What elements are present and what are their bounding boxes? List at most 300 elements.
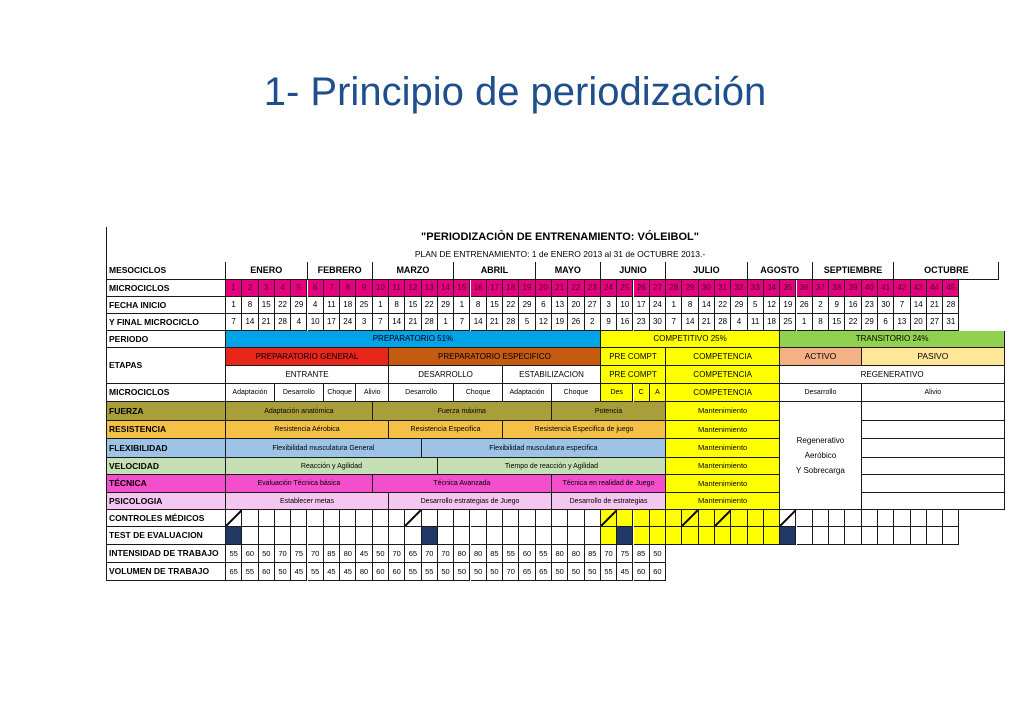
micro-number: 19 (519, 280, 535, 297)
fecha-final: 21 (405, 314, 421, 331)
intensidad-value: 80 (471, 545, 487, 563)
volumen-value: 55 (242, 563, 258, 581)
fecha-final: 25 (780, 314, 796, 331)
etapa-activo: ACTIVO (780, 348, 862, 366)
micro-type-c: C (634, 384, 650, 402)
test-evaluacion-cell (324, 527, 340, 545)
month-header: OCTUBRE (894, 262, 999, 280)
row-label-psicologia: PSICOLOGIA (107, 493, 226, 510)
test-evaluacion-cell (617, 527, 633, 545)
test-evaluacion-cell (356, 527, 372, 545)
etapa-competencia: COMPETENCIA (666, 348, 780, 366)
fecha-final: 16 (617, 314, 633, 331)
intensidad-value: 70 (422, 545, 438, 563)
fecha-final: 28 (715, 314, 731, 331)
fecha-inicio: 6 (536, 297, 552, 314)
test-evaluacion-cell (552, 527, 568, 545)
fecha-inicio: 25 (356, 297, 372, 314)
intensidad-value: 70 (275, 545, 291, 563)
month-header: MARZO (373, 262, 455, 280)
month-header: ENERO (226, 262, 308, 280)
test-evaluacion-cell (340, 527, 356, 545)
month-header: JULIO (666, 262, 748, 280)
micro-number: 36 (797, 280, 813, 297)
fecha-inicio: 29 (731, 297, 747, 314)
fecha-inicio: 22 (275, 297, 291, 314)
fecha-final: 11 (748, 314, 764, 331)
fuerza-block: Adaptación anatómica (226, 402, 373, 421)
volumen-value: 50 (552, 563, 568, 581)
fecha-final: 28 (503, 314, 519, 331)
fecha-inicio: 16 (845, 297, 861, 314)
row-label-fecha_final: Y FINAL MICROCICLO (107, 314, 226, 331)
micro-number: 3 (259, 280, 275, 297)
volumen-value: 60 (259, 563, 275, 581)
micro-type: Desarrollo (780, 384, 862, 402)
test-evaluacion-cell (487, 527, 503, 545)
control-medico-cell (617, 510, 633, 527)
micro-number: 21 (552, 280, 568, 297)
fecha-inicio: 22 (503, 297, 519, 314)
control-medico-cell (780, 510, 796, 527)
micro-type: Adaptación (226, 384, 275, 402)
micro-number: 40 (862, 280, 878, 297)
etapa-estabilizacion: ESTABILIZACION (503, 366, 601, 384)
test-evaluacion-cell (878, 527, 894, 545)
tecnica-block: Técnica en realidad de Juego (552, 475, 666, 493)
check-mark-icon (715, 510, 732, 527)
intensidad-value: 70 (438, 545, 454, 563)
month-header: SEPTIEMBRE (813, 262, 895, 280)
fecha-inicio: 23 (862, 297, 878, 314)
psicologia-block: Desarrollo estrategias de Juego (389, 493, 552, 510)
fecha-final: 20 (911, 314, 927, 331)
flexibilidad-block: Flexibilidad musculatura especifica (422, 439, 667, 458)
fecha-inicio: 11 (324, 297, 340, 314)
fecha-inicio: 29 (519, 297, 535, 314)
flexibilidad-mantenimiento: Mantenimiento (666, 439, 780, 458)
test-evaluacion-cell (862, 527, 878, 545)
fecha-final: 14 (242, 314, 258, 331)
test-evaluacion-cell (291, 527, 307, 545)
volumen-value: 55 (601, 563, 617, 581)
periodo-transitorio: TRANSITORIO 24% (780, 331, 1005, 348)
empty-cell (862, 439, 1005, 458)
fecha-final: 21 (259, 314, 275, 331)
plan-dates: PLAN DE ENTRENAMIENTO: 1 de ENERO 2013 al 31 de OCTUBRE 2013.- (414, 249, 706, 259)
test-evaluacion-cell (503, 527, 519, 545)
control-medico-cell (536, 510, 552, 527)
fecha-inicio: 1 (226, 297, 242, 314)
micro-number: 27 (650, 280, 666, 297)
fecha-inicio: 12 (764, 297, 780, 314)
check-mark-icon (405, 510, 422, 527)
control-medico-cell (829, 510, 845, 527)
fecha-inicio: 14 (699, 297, 715, 314)
resistencia-mantenimiento: Mantenimiento (666, 421, 780, 439)
micro-number: 14 (438, 280, 454, 297)
volumen-value: 70 (503, 563, 519, 581)
fecha-final: 5 (519, 314, 535, 331)
test-evaluacion-cell (454, 527, 470, 545)
test-evaluacion-cell (650, 527, 666, 545)
fecha-inicio: 10 (617, 297, 633, 314)
control-medico-cell (585, 510, 601, 527)
control-medico-cell (797, 510, 813, 527)
test-evaluacion-cell (829, 527, 845, 545)
row-label-velocidad: VELOCIDAD (107, 458, 226, 475)
test-evaluacion-cell (845, 527, 861, 545)
intensidad-value: 80 (340, 545, 356, 563)
control-medico-cell (291, 510, 307, 527)
fecha-final: 18 (764, 314, 780, 331)
volumen-value: 60 (634, 563, 650, 581)
fecha-inicio: 19 (780, 297, 796, 314)
psicologia-block: Desarrollo de estrategias (552, 493, 666, 510)
test-evaluacion-cell (405, 527, 421, 545)
slide-title: 1- Principio de periodización (263, 70, 767, 114)
test-evaluacion-cell (813, 527, 829, 545)
fecha-final: 10 (308, 314, 324, 331)
fecha-final: 19 (552, 314, 568, 331)
control-medico-cell (764, 510, 780, 527)
row-label-fuerza: FUERZA (107, 402, 226, 421)
intensidad-value: 85 (324, 545, 340, 563)
micro-number: 28 (666, 280, 682, 297)
row-label-tecnica: TÉCNICA (107, 475, 226, 493)
micro-number: 26 (634, 280, 650, 297)
control-medico-cell (650, 510, 666, 527)
control-medico-cell (813, 510, 829, 527)
test-evaluacion-cell (226, 527, 242, 545)
test-evaluacion-cell (585, 527, 601, 545)
micro-number: 16 (471, 280, 487, 297)
test-evaluacion-cell (927, 527, 943, 545)
intensidad-value: 85 (487, 545, 503, 563)
volumen-value: 50 (471, 563, 487, 581)
volumen-value: 60 (389, 563, 405, 581)
fecha-final: 2 (585, 314, 601, 331)
test-evaluacion-cell (422, 527, 438, 545)
etapa-pre-compt: PRE COMPT (601, 348, 666, 366)
test-evaluacion-cell (568, 527, 584, 545)
micro-number: 44 (927, 280, 943, 297)
intensidad-value: 55 (226, 545, 242, 563)
fecha-final: 6 (878, 314, 894, 331)
control-medico-cell (666, 510, 682, 527)
volumen-value: 50 (487, 563, 503, 581)
fecha-inicio: 28 (943, 297, 959, 314)
micro-number: 6 (308, 280, 324, 297)
intensidad-value: 80 (568, 545, 584, 563)
fecha-inicio: 20 (568, 297, 584, 314)
micro-number: 45 (943, 280, 959, 297)
control-medico-cell (503, 510, 519, 527)
fecha-final: 31 (943, 314, 959, 331)
fecha-inicio: 13 (552, 297, 568, 314)
fecha-final: 14 (471, 314, 487, 331)
control-medico-cell (487, 510, 503, 527)
micro-number: 29 (682, 280, 698, 297)
fecha-inicio: 3 (601, 297, 617, 314)
control-medico-cell (943, 510, 959, 527)
month-header: MAYO (536, 262, 601, 280)
micro-type: Choque (552, 384, 601, 402)
control-medico-cell (878, 510, 894, 527)
fecha-final: 4 (291, 314, 307, 331)
etapa-preparatorio-especifico: PREPARATORIO ESPECIFICO (389, 348, 601, 366)
check-mark-icon (682, 510, 699, 527)
fecha-inicio: 30 (878, 297, 894, 314)
etapa-pre-compt-2: PRE COMPT (601, 366, 666, 384)
fecha-final: 29 (862, 314, 878, 331)
row-label-intensidad: INTENSIDAD DE TRABAJO (107, 545, 226, 563)
flexibilidad-block: Flexibilidad musculatura General (226, 439, 422, 458)
volumen-value: 65 (226, 563, 242, 581)
month-header: JUNIO (601, 262, 666, 280)
fecha-inicio: 29 (291, 297, 307, 314)
fecha-inicio: 8 (242, 297, 258, 314)
fecha-inicio: 21 (927, 297, 943, 314)
regenerativo-note (780, 402, 862, 510)
fecha-final: 8 (813, 314, 829, 331)
fecha-inicio: 26 (797, 297, 813, 314)
micro-number: 30 (699, 280, 715, 297)
intensidad-value: 45 (356, 545, 372, 563)
volumen-value: 50 (454, 563, 470, 581)
test-evaluacion-cell (601, 527, 617, 545)
etapa-competencia-2: COMPETENCIA (666, 366, 780, 384)
row-label-etapas: ETAPAS (107, 348, 226, 384)
fecha-final: 12 (536, 314, 552, 331)
control-medico-cell (275, 510, 291, 527)
regenerativo-line: Regenerativo (796, 435, 845, 445)
fecha-inicio: 7 (894, 297, 910, 314)
row-label-periodo: PERIODO (107, 331, 226, 348)
fecha-inicio: 8 (389, 297, 405, 314)
test-evaluacion-cell (797, 527, 813, 545)
volumen-value: 50 (585, 563, 601, 581)
fecha-inicio: 22 (422, 297, 438, 314)
volumen-value: 55 (422, 563, 438, 581)
tecnica-block: Evaluación Técnica básica (226, 475, 373, 493)
control-medico-cell (862, 510, 878, 527)
micro-type-des: Des (601, 384, 634, 402)
test-evaluacion-cell (275, 527, 291, 545)
micro-number: 18 (503, 280, 519, 297)
fecha-inicio: 8 (682, 297, 698, 314)
micro-type: Alivio (356, 384, 389, 402)
control-medico-cell (699, 510, 715, 527)
control-medico-cell (519, 510, 535, 527)
fecha-final: 23 (634, 314, 650, 331)
volumen-value: 45 (291, 563, 307, 581)
fecha-final: 27 (927, 314, 943, 331)
fuerza-block: Fuerza máxima (373, 402, 552, 421)
intensidad-value: 50 (259, 545, 275, 563)
fecha-inicio: 1 (666, 297, 682, 314)
fecha-inicio: 15 (405, 297, 421, 314)
velocidad-block: Reacción y Agilidad (226, 458, 438, 475)
fecha-final: 1 (797, 314, 813, 331)
velocidad-mantenimiento: Mantenimiento (666, 458, 780, 475)
fecha-inicio: 17 (634, 297, 650, 314)
micro-number: 33 (748, 280, 764, 297)
micro-type-a: A (650, 384, 666, 402)
fecha-final: 7 (666, 314, 682, 331)
etapa-preparatorio-general: PREPARATORIO GENERAL (226, 348, 389, 366)
fecha-inicio: 1 (454, 297, 470, 314)
micro-number: 24 (601, 280, 617, 297)
volumen-value: 45 (340, 563, 356, 581)
fecha-final: 21 (487, 314, 503, 331)
micro-number: 41 (878, 280, 894, 297)
micro-number: 5 (291, 280, 307, 297)
test-evaluacion-cell (536, 527, 552, 545)
intensidad-value: 50 (373, 545, 389, 563)
fecha-inicio: 27 (585, 297, 601, 314)
control-medico-cell (927, 510, 943, 527)
row-label-test: TEST DE EVALUACION (107, 527, 226, 545)
empty-cell (862, 475, 1005, 493)
fecha-final: 7 (454, 314, 470, 331)
fecha-inicio: 14 (911, 297, 927, 314)
control-medico-cell (438, 510, 454, 527)
test-evaluacion-cell (519, 527, 535, 545)
control-medico-cell (731, 510, 747, 527)
empty-cell (862, 402, 1005, 421)
fecha-inicio: 4 (308, 297, 324, 314)
intensidad-value: 70 (389, 545, 405, 563)
volumen-value: 60 (650, 563, 666, 581)
resistencia-block: Resistencia Especifica de juego (503, 421, 666, 439)
volumen-value: 55 (405, 563, 421, 581)
empty-cell (862, 458, 1005, 475)
resistencia-block: Resistencia Aérobica (226, 421, 389, 439)
micro-type: Alivio (862, 384, 1005, 402)
periodo-competitivo: COMPETITIVO 25% (601, 331, 780, 348)
tecnica-mantenimiento: Mantenimiento (666, 475, 780, 493)
fecha-final: 13 (894, 314, 910, 331)
fecha-final: 28 (422, 314, 438, 331)
volumen-value: 50 (438, 563, 454, 581)
test-evaluacion-cell (894, 527, 910, 545)
fecha-final: 15 (829, 314, 845, 331)
control-medico-cell (259, 510, 275, 527)
micro-number: 9 (356, 280, 372, 297)
test-evaluacion-cell (731, 527, 747, 545)
test-evaluacion-cell (699, 527, 715, 545)
velocidad-block: Tiempo de reacción y Agilidad (438, 458, 666, 475)
resistencia-block: Resistencia Especifica (389, 421, 503, 439)
control-medico-cell (601, 510, 617, 527)
row-label-flexibilidad: FLEXIBILIDAD (107, 439, 226, 458)
intensidad-value: 75 (617, 545, 633, 563)
check-mark-icon (600, 510, 617, 527)
intensidad-value: 70 (601, 545, 617, 563)
control-medico-cell (471, 510, 487, 527)
fecha-final: 30 (650, 314, 666, 331)
control-medico-cell (324, 510, 340, 527)
fecha-final: 7 (373, 314, 389, 331)
volumen-value: 80 (356, 563, 372, 581)
micro-type-competencia: COMPETENCIA (666, 384, 780, 402)
test-evaluacion-cell (438, 527, 454, 545)
test-evaluacion-cell (911, 527, 927, 545)
fecha-final: 1 (438, 314, 454, 331)
micro-number: 17 (487, 280, 503, 297)
micro-type: Adaptación (503, 384, 552, 402)
fecha-final: 4 (731, 314, 747, 331)
row-label-controles: CONTROLES MÉDICOS (107, 510, 226, 527)
control-medico-cell (454, 510, 470, 527)
test-evaluacion-cell (389, 527, 405, 545)
fecha-final: 21 (699, 314, 715, 331)
micro-number: 7 (324, 280, 340, 297)
etapa-entrante: ENTRANTE (226, 366, 389, 384)
fecha-inicio: 29 (438, 297, 454, 314)
volumen-value: 60 (373, 563, 389, 581)
fecha-final: 22 (845, 314, 861, 331)
micro-type: Choque (324, 384, 357, 402)
fecha-final: 7 (226, 314, 242, 331)
fuerza-block: Potencia (552, 402, 666, 421)
test-evaluacion-cell (666, 527, 682, 545)
control-medico-cell (682, 510, 698, 527)
micro-number: 38 (829, 280, 845, 297)
control-medico-cell (389, 510, 405, 527)
fecha-final: 3 (356, 314, 372, 331)
test-evaluacion-cell (471, 527, 487, 545)
fecha-inicio: 18 (340, 297, 356, 314)
intensidad-value: 55 (503, 545, 519, 563)
volumen-value: 65 (536, 563, 552, 581)
fecha-inicio: 15 (487, 297, 503, 314)
test-evaluacion-cell (748, 527, 764, 545)
intensidad-value: 55 (536, 545, 552, 563)
periodization-table (105, 227, 969, 581)
regenerativo-line: Y Sobrecarga (796, 466, 845, 476)
volumen-value: 65 (519, 563, 535, 581)
intensidad-value: 70 (308, 545, 324, 563)
intensidad-value: 80 (552, 545, 568, 563)
micro-number: 42 (894, 280, 910, 297)
micro-number: 12 (405, 280, 421, 297)
volumen-value: 45 (324, 563, 340, 581)
fecha-final: 17 (324, 314, 340, 331)
fecha-final: 26 (568, 314, 584, 331)
month-header: FEBRERO (308, 262, 373, 280)
test-evaluacion-cell (373, 527, 389, 545)
intensidad-value: 80 (454, 545, 470, 563)
row-label-microciclos: MICROCICLOS (107, 280, 226, 297)
control-medico-cell (405, 510, 421, 527)
regenerativo-line: Aeróbico (804, 450, 837, 460)
row-label-volumen: VOLUMEN DE TRABAJO (107, 563, 226, 581)
volumen-value: 50 (275, 563, 291, 581)
fecha-inicio: 2 (813, 297, 829, 314)
test-evaluacion-cell (259, 527, 275, 545)
intensidad-value: 60 (519, 545, 535, 563)
intensidad-value: 85 (634, 545, 650, 563)
fecha-inicio: 5 (748, 297, 764, 314)
month-header: ABRIL (454, 262, 536, 280)
row-label-fecha_inicio: FECHA INICIO (107, 297, 226, 314)
fuerza-mantenimiento: Mantenimiento (666, 402, 780, 421)
etapa-pasivo: PASIVO (862, 348, 1005, 366)
control-medico-cell (242, 510, 258, 527)
fecha-inicio: 24 (650, 297, 666, 314)
